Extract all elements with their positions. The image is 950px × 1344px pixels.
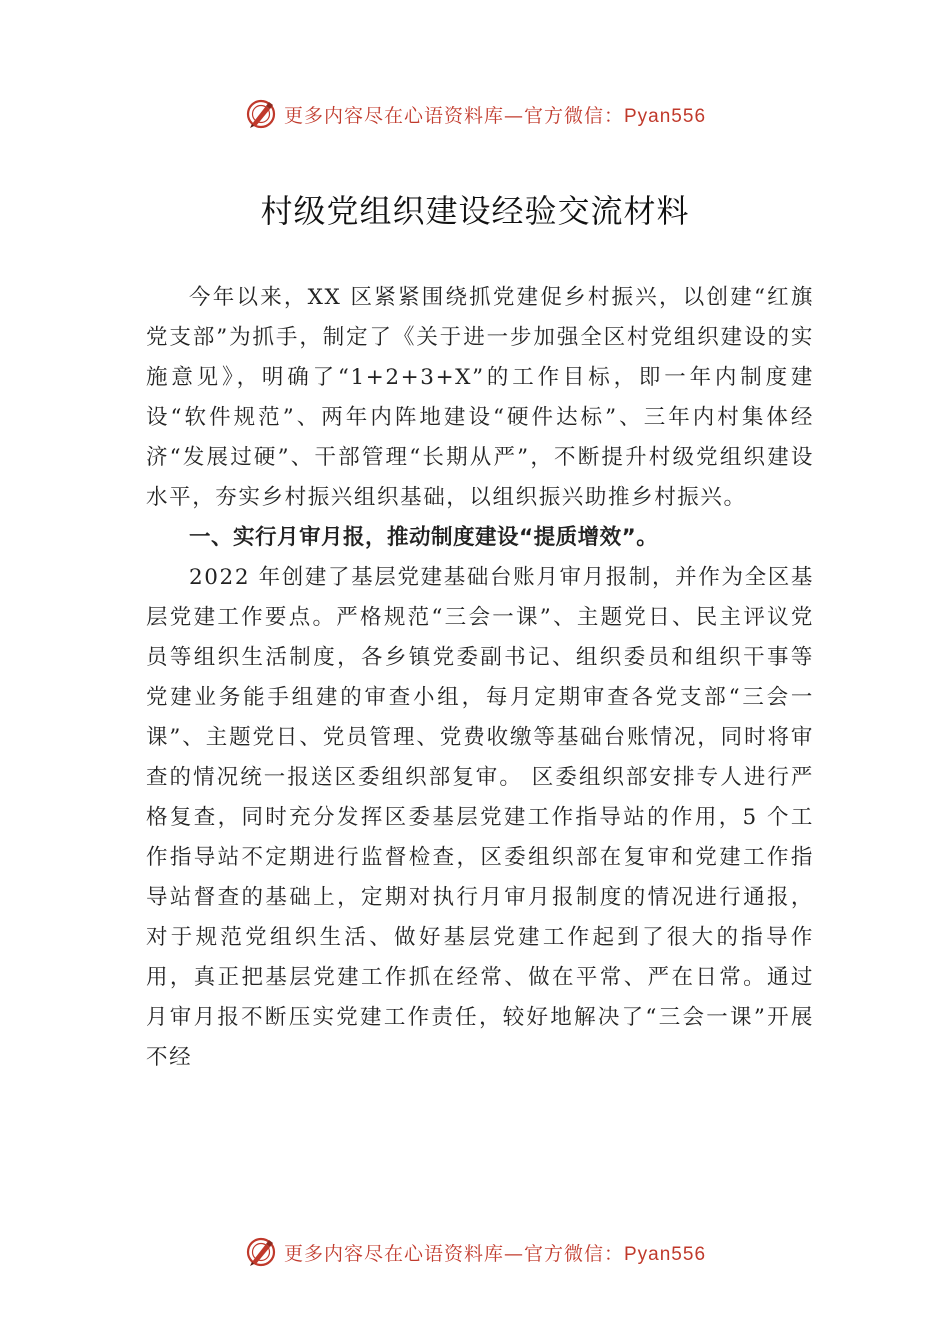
watermark-banner-top [0, 94, 950, 134]
section-heading-1: 一、实行月审月报，推动制度建设“提质增效”。 [189, 525, 659, 550]
watermark-banner-bottom [0, 1232, 950, 1272]
paragraph-section-1: 2022 年创建了基层党建基础台账月审月报制，并作为全区基层党建工作要点。严格规范“三会一课”、主题党日、民主评议党员等组织生活制度，各乡镇党委副书记、组织委员和组织干事等党建业务能手组建的审查小组，每月定期审查各党支部“三会一课”、主题党日、党员管理、党费收缴等基础台账情况，同时将审查的情况统一报送区委组织部复审。 区委组织部安排专人进行严格复查，同时充分发挥区委基层党建工作指导站的作用，5 个工作指导站不定期进行监督检查，区委组织部在复审和党建工作指导站督查的基础上，定期对执行月审月报制度的情况进行通报，对于规范党组织生活、做好基层党建工作起到了很大的指导作用，真正把基层党建工作抓在经常、做在平常、严在日常。通过月审月报不断压实党建工作责任，较好地解决了“三会一课”开展不经 [146, 565, 814, 1070]
watermark-wechat-id: Pyan556 [624, 1243, 707, 1265]
watermark-wechat-id: Pyan556 [624, 105, 707, 127]
watermark-text-cn: 更多内容尽在心语资料库—官方微信： [283, 104, 624, 127]
paragraph-intro: 今年以来，XX 区紧紧围绕抓党建促乡村振兴，以创建“红旗党支部”为抓手，制定了《关于进一步加强全区村党组织建设的实施意见》，明确了“1+2+3+X”的工作目标，即一年内制度建设“软件规范”、两年内阵地建设“硬件达标”、三年内村集体经济“发展过硬”、干部管理“长期从严”，不断提升村级党组织建设水平，夯实乡村振兴组织基础，以组织振兴助推乡村振兴。 [146, 285, 814, 510]
document-body [146, 278, 814, 1078]
watermark-text [284, 101, 706, 128]
pen-seal-icon [244, 97, 278, 131]
pen-seal-icon [244, 1235, 278, 1269]
watermark-content [244, 97, 706, 131]
watermark-text [284, 1239, 706, 1266]
document-title: 村级党组织建设经验交流材料 [260, 192, 690, 230]
watermark-content [244, 1235, 706, 1269]
watermark-text-cn: 更多内容尽在心语资料库—官方微信： [283, 1242, 624, 1265]
